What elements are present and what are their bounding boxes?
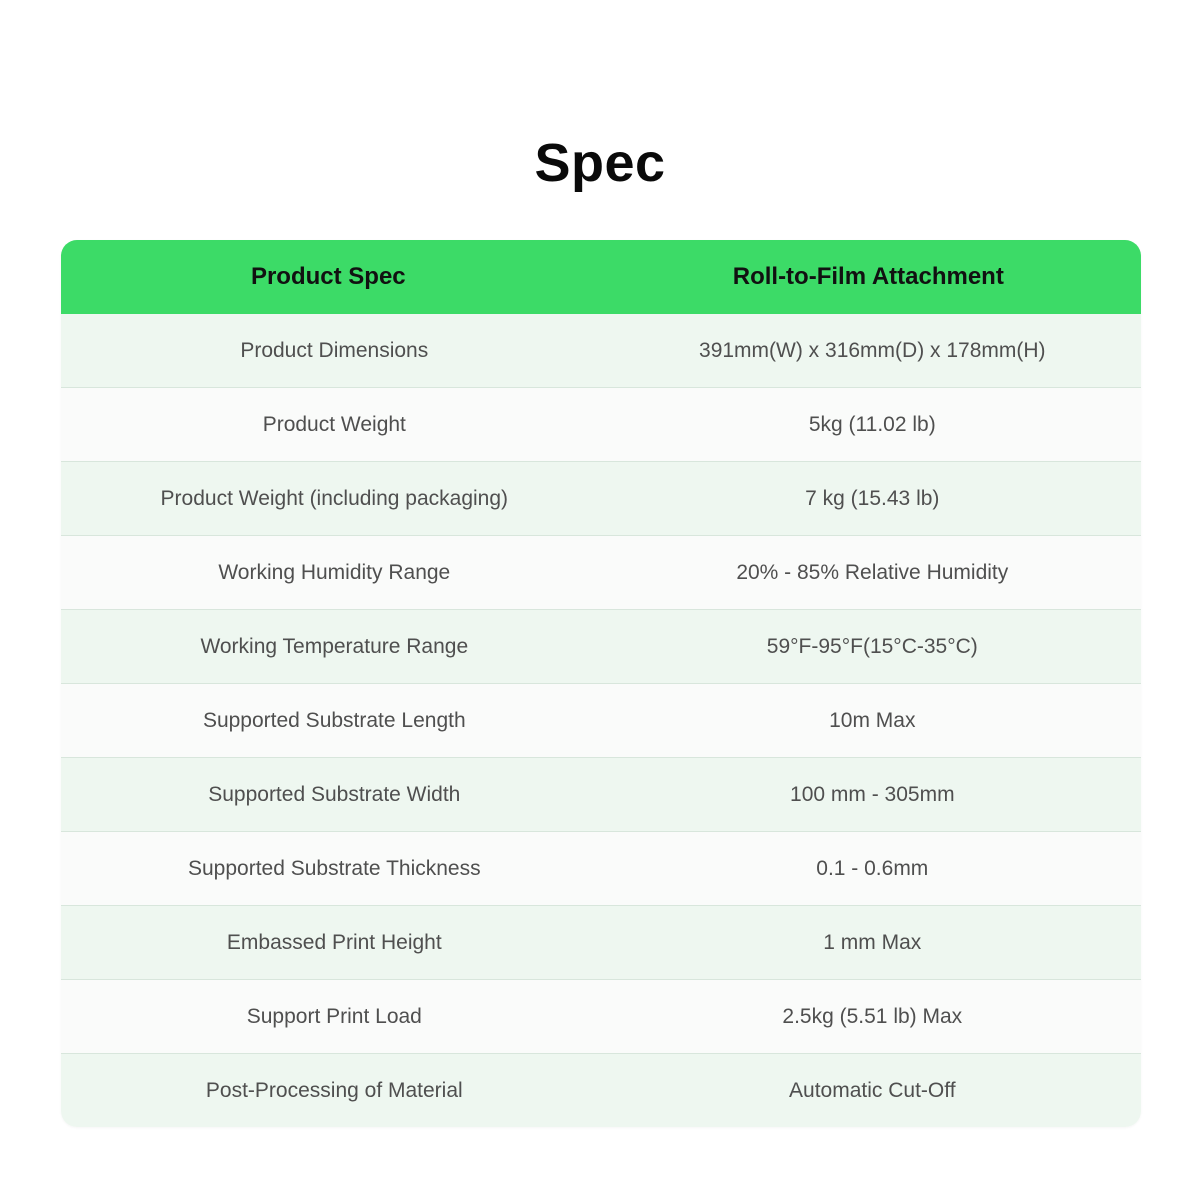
spec-name-cell: Supported Substrate Thickness [187, 856, 481, 880]
table-row [61, 387, 1141, 461]
table-row [61, 905, 1141, 979]
table-row [61, 1053, 1141, 1127]
spec-name-cell: Product Weight [262, 412, 406, 436]
spec-value-cell: 10m Max [829, 708, 916, 732]
table-row [61, 757, 1141, 831]
spec-value-cell: 7 kg (15.43 lb) [805, 486, 940, 510]
spec-value-cell: 20% - 85% Relative Humidity [736, 560, 1009, 584]
spec-value-cell: 391mm(W) x 316mm(D) x 178mm(H) [699, 338, 1046, 362]
table-row [61, 461, 1141, 535]
spec-name-cell: Working Humidity Range [218, 560, 451, 584]
spec-name-cell: Supported Substrate Length [202, 708, 466, 732]
spec-value-cell: 5kg (11.02 lb) [808, 412, 936, 436]
spec-value-cell: 0.1 - 0.6mm [816, 856, 929, 880]
spec-value-cell: 100 mm - 305mm [790, 782, 955, 806]
page-title: Spec [534, 133, 666, 194]
table-row [61, 535, 1141, 609]
header-product-spec: Product Spec [250, 263, 406, 290]
table-row [61, 609, 1141, 683]
spec-name-cell: Support Print Load [246, 1004, 422, 1028]
spec-table [61, 240, 1141, 1127]
spec-value-cell: 59°F-95°F(15°C-35°C) [766, 634, 978, 658]
spec-value-cell: 1 mm Max [823, 930, 922, 954]
spec-name-cell: Product Dimensions [240, 338, 429, 362]
table-row [61, 831, 1141, 905]
spec-name-cell: Supported Substrate Width [208, 782, 461, 806]
table-row [61, 314, 1141, 387]
table-row [61, 979, 1141, 1053]
spec-name-cell: Post-Processing of Material [205, 1078, 463, 1102]
table-body [61, 314, 1141, 1127]
spec-name-cell: Embassed Print Height [226, 930, 442, 954]
table-header-row [61, 240, 1141, 314]
table-row [61, 683, 1141, 757]
header-roll-to-film-attachment: Roll-to-Film Attachment [732, 263, 1004, 290]
spec-value-cell: Automatic Cut-Off [789, 1078, 956, 1102]
spec-name-cell: Product Weight (including packaging) [160, 486, 509, 510]
spec-value-cell: 2.5kg (5.51 lb) Max [782, 1004, 963, 1028]
spec-name-cell: Working Temperature Range [200, 634, 469, 658]
